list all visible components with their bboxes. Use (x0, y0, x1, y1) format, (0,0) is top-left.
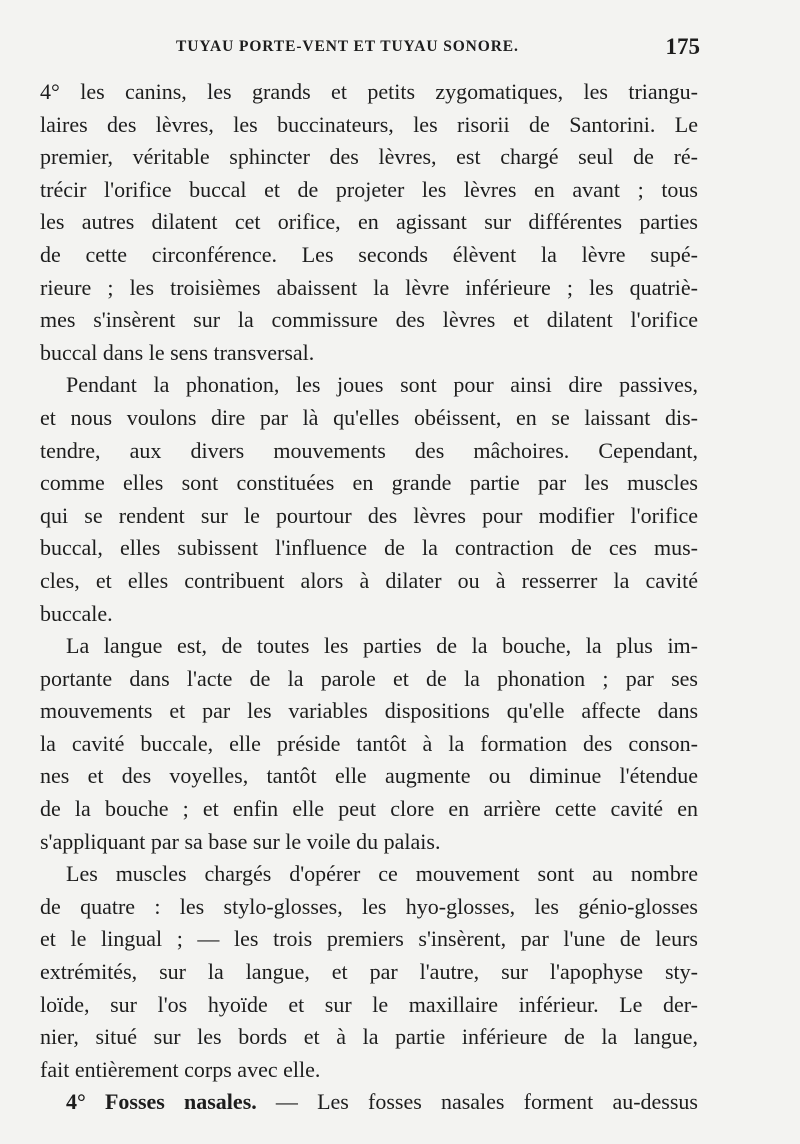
text-line: buccal, elles subissent l'influence de la contraction de ces mus- (40, 535, 698, 561)
text-line: nier, situé sur les bords et à la partie inférieure de la langue, (40, 1024, 698, 1050)
section-heading-line (40, 1086, 698, 1119)
section-nasal-fossae (40, 1086, 698, 1119)
body-text (40, 76, 698, 1119)
text-line: La langue est, de toutes les parties de la bouche, la plus im- (66, 633, 698, 659)
text-line: s'appliquant par sa base sur le voile du palais. (40, 828, 441, 854)
section-label: 4° Fosses nasales. (66, 1089, 257, 1115)
paragraph-tongue (40, 630, 698, 858)
running-header (40, 34, 700, 64)
section-text: — Les fosses nasales forment au-dessus (256, 1089, 698, 1115)
paragraph-cheeks (40, 369, 698, 630)
text-line: tendre, aux divers mouvements des mâchoires. Cependant, (40, 437, 698, 463)
text-line: buccal dans le sens transversal. (40, 339, 315, 365)
text-line: nes et des voyelles, tantôt elle augmente ou diminue l'étendue (40, 763, 698, 789)
text-line: trécir l'orifice buccal et de projeter les lèvres en avant ; tous (40, 176, 698, 202)
running-title: TUYAU PORTE-VENT ET TUYAU SONORE. (176, 38, 519, 55)
paragraph-muscles-lips (40, 76, 698, 369)
paragraph-tongue-muscles (40, 858, 698, 1086)
text-line: loïde, sur l'os hyoïde et sur le maxillaire inférieur. Le der- (40, 991, 698, 1017)
text-line: qui se rendent sur le pourtour des lèvres pour modifier l'orifice (40, 502, 698, 528)
text-line: mes s'insèrent sur la commissure des lèvres et dilatent l'orifice (40, 307, 698, 333)
text-line: buccale. (40, 600, 113, 626)
text-line: premier, véritable sphincter des lèvres, est chargé seul de ré- (40, 144, 698, 170)
text-line: portante dans l'acte de la parole et de la phonation ; par ses (40, 665, 698, 691)
text-line: Pendant la phonation, les joues sont pour ainsi dire passives, (66, 372, 698, 398)
text-line: et nous voulons dire par là qu'elles obéissent, en se laissant dis- (40, 404, 698, 430)
text-line: mouvements et par les variables dispositions qu'elle affecte dans (40, 698, 698, 724)
text-line: fait entièrement corps avec elle. (40, 1056, 321, 1082)
text-line: les autres dilatent cet orifice, en agissant sur différentes parties (40, 209, 698, 235)
text-line: comme elles sont constituées en grande partie par les muscles (40, 470, 698, 496)
text-line: de quatre : les stylo-glosses, les hyo-glosses, les génio-glosses (40, 893, 698, 919)
text-line: de cette circonférence. Les seconds élèvent la lèvre supé- (40, 241, 698, 267)
text-line: rieure ; les troisièmes abaissent la lèvre inférieure ; les quatriè- (40, 274, 698, 300)
page-number: 175 (665, 34, 700, 59)
text-line: 4° les canins, les grands et petits zygomatiques, les triangu- (40, 79, 698, 104)
text-line: Les muscles chargés d'opérer ce mouvement sont au nombre (66, 861, 698, 887)
text-line: de la bouche ; et enfin elle peut clore en arrière cette cavité en (40, 796, 698, 822)
text-line: laires des lèvres, les buccinateurs, les risorii de Santorini. Le (40, 111, 698, 137)
text-line: la cavité buccale, elle préside tantôt à la formation des conson- (40, 730, 698, 756)
text-line: extrémités, sur la langue, et par l'autre, sur l'apophyse sty- (40, 959, 698, 985)
text-line: cles, et elles contribuent alors à dilater ou à resserrer la cavité (40, 567, 698, 593)
text-line: et le lingual ; — les trois premiers s'insèrent, par l'une de leurs (40, 926, 698, 952)
